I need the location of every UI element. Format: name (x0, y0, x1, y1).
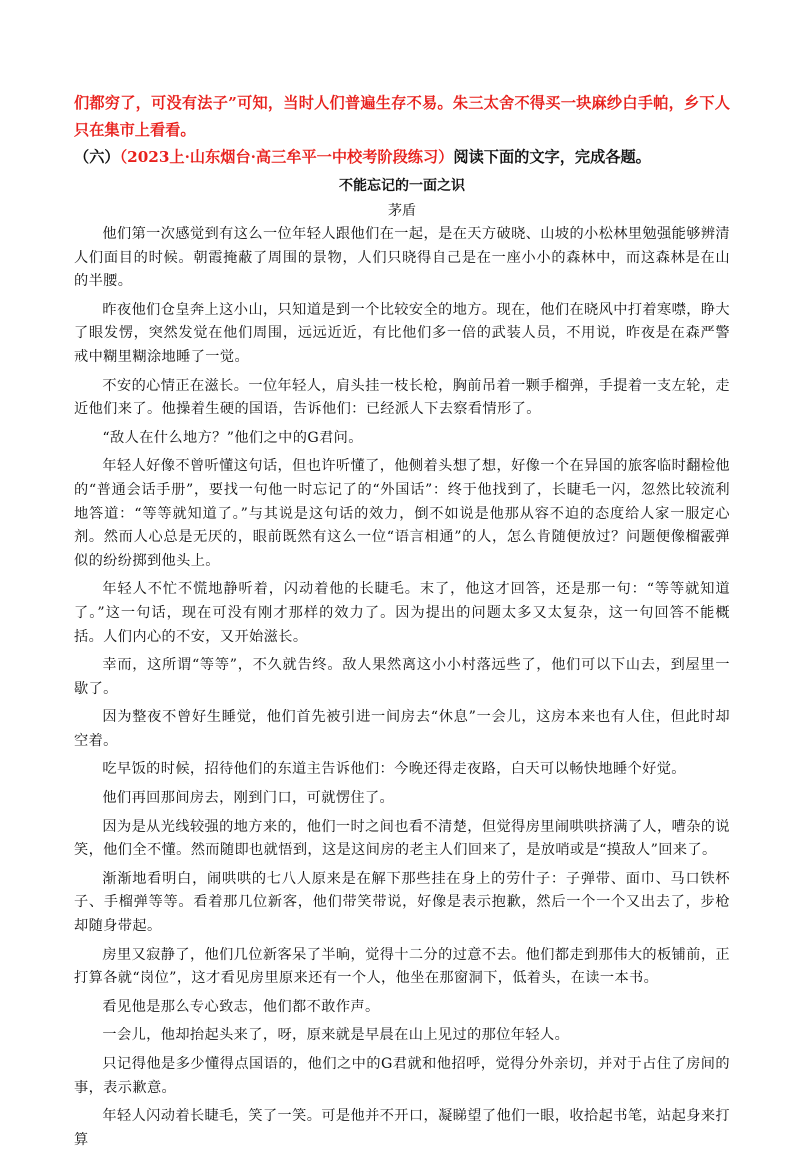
paragraph: 只记得他是多少懂得点国语的，他们之中的G君就和他招呼，觉得分外亲切，并对于占住了房间的事，表示歉意。 (74, 1056, 730, 1096)
paragraph: 吃早饭的时候，招待他们的东道主告诉他们：今晚还得走夜路，白天可以畅快地睡个好觉。 (102, 761, 686, 778)
paragraph: “敌人在什么地方？”他们之中的G君问。 (102, 429, 363, 446)
paragraph: 因为是从光线较强的地方来的，他们一时之间也看不清楚，但觉得房里闹哄哄挤满了人，嘈杂的说笑，他们全不懂。然而随即也就悟到，这是这间房的老主人们回来了，是放哨或是“摸敌人”回来了。 (74, 818, 730, 859)
paragraph: 昨夜他们仓皇奔上这小山，只知道是到一个比较安全的地方。现在，他们在晓风中打着寒噤，睁大了眼发愣，突然发觉在他们周围，远远近近，有比他们多一倍的武装人员，不用说，昨夜是在森严警戒中糊里糊涂地睡了一觉。 (74, 301, 730, 365)
paragraph: 他们第一次感觉到有这么一位年轻人跟他们在一起，是在天方破晓、山坡的小松林里勉强能够辨清人们面目的时候。朝霞掩蔽了周围的景物，人们只晓得自己是在一座小小的森林中，而这森林是在山的半腰。 (74, 226, 730, 290)
intro-text: 们都穷了，可没有法子”可知，当时人们普遍生存不易。朱三太舍不得买一块麻纱白手帕，乡下人只在集市上看看。 (74, 94, 730, 139)
paragraph: 年轻人不忙不慌地静听着，闪动着他的长睫毛。末了，他这才回答，还是那一句：“等等就知道了。”这一句话，现在可没有刚才那样的效力了。因为提出的问题太多又太复杂，这一句回答不能概括。人们内心的不安，又开始滋长。 (74, 581, 730, 645)
paragraph: 因为整夜不曾好生睡觉，他们首先被引进一间房去“休息”一会儿，这房本来也有人住，但此时却空着。 (74, 709, 730, 749)
paragraph: 幸而，这所谓“等等”，不久就告终。敌人果然离这小小村落远些了，他们可以下山去，到屋里一歇了。 (74, 657, 730, 697)
paragraph: 年轻人好像不曾听懂这句话，但也许听懂了，他侧着头想了想，好像一个在异国的旅客临时翻检他的“普通会话手册”，要找一句他一时忘记了的“外国话”：终于他找到了，长睫毛一闪，忽然比较流利地答道：“等等就知道了。”与其说是这句话的效力，倒不如说是他那从容不迫的态度给人家一服定心剂。然而人心总是无厌的，眼前既然有这么一位“语言相通”的人，怎么肯随便放过？问题便像榴霰弹似的纷纷掷到他头上。 (74, 458, 730, 569)
article-title: 不能忘记的一面之识 (339, 178, 465, 194)
paragraph: 年轻人闪动着长睫毛，笑了一笑。可是他并不开口，凝睇望了他们一眼，收拾起书笔，站起身来打算 (74, 1108, 730, 1148)
question-instruction: 阅读下面的文字，完成各题。 (453, 148, 651, 166)
paragraph: 他们再回那间房去，刚到门口，可就愣住了。 (102, 790, 395, 807)
paragraph: 不安的心情正在滋长。一位年轻人，肩头挂一枝长枪，胸前吊着一颗手榴弹，手提着一支左轮，走近他们来了。他操着生硬的国语，告诉他们：已经派人下去察看情形了。 (74, 377, 730, 418)
question-heading (74, 144, 730, 171)
question-source: （2023上·山东烟台·高三牟平一中校考阶段练习） (119, 148, 454, 166)
article-author: 茅盾 (388, 203, 416, 219)
article-body (74, 223, 730, 1152)
paragraph: 渐渐地看明白，闹哄哄的七八人原来是在解下那些挂在身上的劳什子：子弹带、面巾、马口铁杯子、手榴弹等等。看着那几位新客，他们带笑带说，好像是表示抱歉，然后一个一个又出去了，步枪却随身带起。 (74, 870, 730, 935)
paragraph: 看见他是那么专心致志，他们都不敢作声。 (102, 998, 380, 1015)
question-number: （六） (74, 148, 120, 166)
paragraph: 房里又寂静了，他们几位新客呆了半晌，觉得十二分的过意不去。他们都走到那伟大的板铺前，正打算各就“岗位”，这才看见房里原来还有一个人，他坐在那窗洞下，低着头，在读一本书。 (74, 946, 730, 987)
paragraph: 一会儿，他却抬起头来了，呀，原来就是早晨在山上见过的那位年轻人。 (102, 1027, 570, 1044)
